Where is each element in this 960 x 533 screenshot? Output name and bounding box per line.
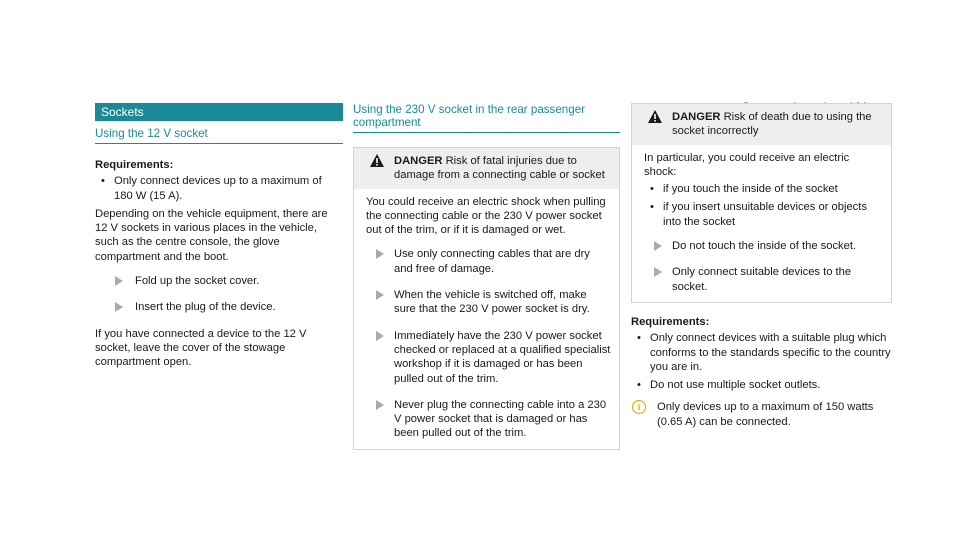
arrow-right-icon bbox=[376, 249, 384, 259]
arrow-right-icon bbox=[376, 331, 384, 341]
danger-header bbox=[632, 104, 891, 145]
step-item bbox=[95, 274, 343, 288]
danger-label: DANGER bbox=[394, 155, 443, 167]
list-item: • Only connect devices up to a maximum of 180 W (15 A). bbox=[95, 174, 343, 203]
column-230v-continued bbox=[631, 103, 892, 429]
step-text: Immediately have the 230 V power socket checked or replaced at a qualified specialist workshop if it is damaged or has been pulled out of the trim. bbox=[394, 329, 611, 385]
step-item bbox=[366, 288, 611, 317]
step-item bbox=[366, 329, 611, 386]
danger-label: DANGER bbox=[672, 111, 721, 123]
subsection-title-12v: Using the 12 V socket bbox=[95, 127, 343, 144]
requirements-label: Requirements: bbox=[631, 315, 710, 328]
list-item: • if you touch the inside of the socket bbox=[644, 182, 883, 196]
step-item bbox=[644, 265, 883, 294]
danger-text: Risk of fatal injuries due to damage from a connecting cable or socket bbox=[394, 155, 605, 182]
paragraph: In particular, you could receive an electric shock: bbox=[644, 151, 850, 178]
list-item: • Do not use multiple socket outlets. bbox=[631, 378, 892, 392]
requirements-list bbox=[631, 331, 892, 392]
section-title: Sockets bbox=[95, 103, 343, 121]
step-item bbox=[366, 398, 611, 441]
step-text: Insert the plug of the device. bbox=[135, 301, 276, 314]
warning-triangle-icon bbox=[370, 154, 384, 167]
danger-text: Risk of death due to using the socket incorrectly bbox=[672, 111, 872, 138]
step-text: Use only connecting cables that are dry and free of damage. bbox=[394, 248, 590, 275]
danger-body bbox=[354, 189, 619, 449]
warning-triangle-icon bbox=[648, 110, 662, 123]
requirements-list bbox=[95, 174, 343, 203]
subsection-title-230v: Using the 230 V socket in the rear passenger compartment bbox=[353, 103, 620, 133]
step-text: Never plug the connecting cable into a 230 V power socket that is damaged or has been pulled out of the trim. bbox=[394, 398, 607, 440]
paragraph: Depending on the vehicle equipment, there are 12 V sockets in various places in the vehicle, such as the centre console, the glove compartment and the boot. bbox=[95, 207, 328, 263]
step-text: Do not touch the inside of the socket. bbox=[672, 240, 857, 253]
list-item: • Only connect devices with a suitable plug which conforms to the standards specific to the country you are in. bbox=[631, 331, 892, 374]
danger-box bbox=[631, 103, 892, 303]
requirements-label: Requirements: bbox=[95, 159, 174, 171]
info-text: Only devices up to a maximum of 150 watts (0.65 A) can be connected. bbox=[657, 401, 874, 428]
step-item bbox=[95, 300, 343, 314]
column-230v bbox=[353, 103, 620, 450]
arrow-right-icon bbox=[376, 290, 384, 300]
paragraph: You could receive an electric shock when pulling the connecting cable or the 230 V power socket out of the trim, or if it is damaged or wet. bbox=[366, 195, 606, 237]
paragraph: If you have connected a device to the 12 V socket, leave the cover of the stowage compartment open. bbox=[95, 327, 307, 369]
step-item bbox=[366, 247, 611, 276]
column-sockets bbox=[95, 103, 343, 376]
arrow-right-icon bbox=[376, 400, 384, 410]
step-text: Fold up the socket cover. bbox=[135, 275, 260, 288]
arrow-right-icon bbox=[115, 276, 123, 286]
arrow-right-icon bbox=[115, 302, 123, 312]
step-text: Only connect suitable devices to the socket. bbox=[672, 266, 852, 293]
step-text: When the vehicle is switched off, make sure that the 230 V power socket is dry. bbox=[394, 289, 590, 316]
danger-body bbox=[632, 145, 891, 302]
bullet-list bbox=[644, 182, 883, 229]
step-item bbox=[644, 239, 883, 253]
danger-box bbox=[353, 147, 620, 450]
arrow-right-icon bbox=[654, 241, 662, 251]
info-note bbox=[631, 400, 892, 429]
arrow-right-icon bbox=[654, 267, 662, 277]
danger-header bbox=[354, 148, 619, 189]
list-item: • if you insert unsuitable devices or objects into the socket bbox=[644, 200, 883, 229]
info-icon: i bbox=[632, 400, 646, 414]
